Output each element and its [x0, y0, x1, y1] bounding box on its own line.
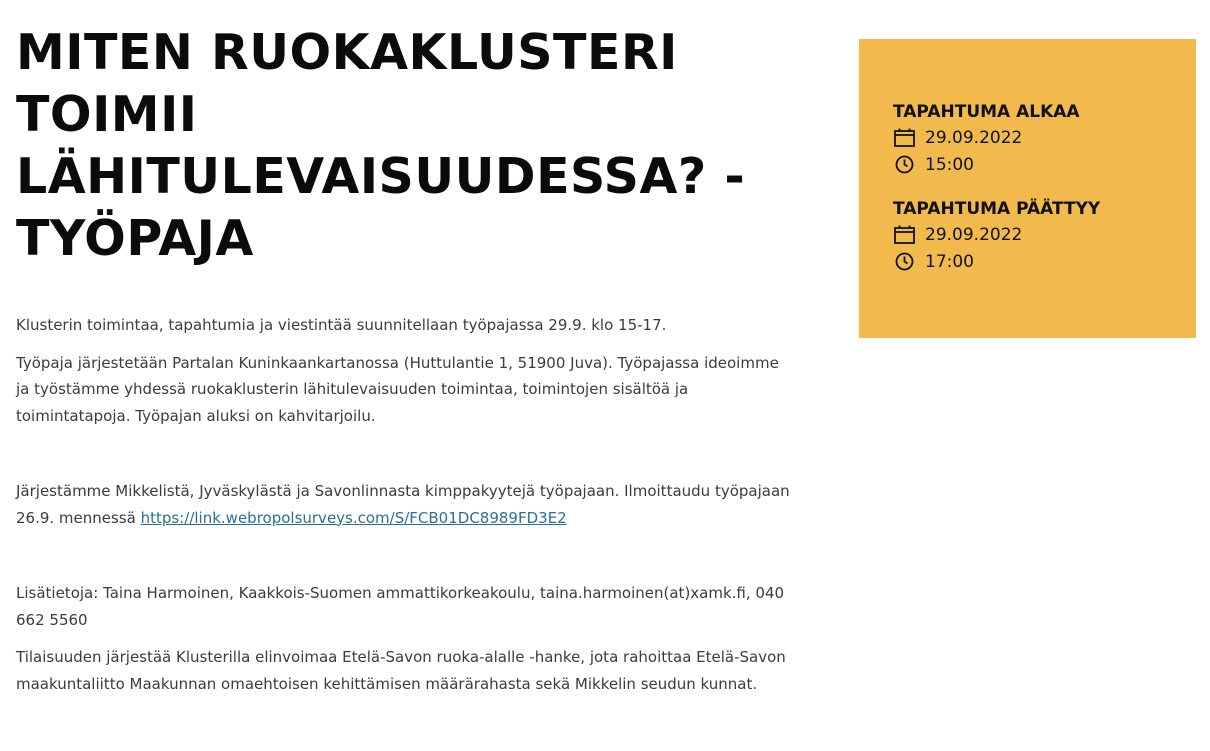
- article-body: [16, 312, 796, 708]
- title-line: LÄHITULEVAISUUDESSA? -: [16, 148, 746, 205]
- event-start-date: 29.09.2022: [925, 127, 1023, 148]
- event-end: [893, 197, 1100, 275]
- paragraph-location: Työpaja järjestetään Partalan Kuninkaankartanossa (Huttulantie 1, 51900 Juva). Työpajassa ideoimme ja työstämme yhdessä ruokaklusterin lähitulevaisuuden toimintaa, toimintojen sisältöä ja toimintatapoja. Työpajan aluksi on kahvitarjoilu.: [16, 353, 779, 425]
- paragraph-organizer: Tilaisuuden järjestää Klusterilla elinvoimaa Etelä-Savon ruoka-alalle -hanke, jota rahoittaa Etelä-Savon maakuntaliitto Maakunnan omaehtoisen kehittämisen määrärahasta sekä Mikkelin seudun kunnat.: [16, 648, 786, 693]
- registration-link[interactable]: https://link.webropolsurveys.com/S/FCB01DC8989FD3E2: [140, 508, 567, 527]
- clock-icon: [893, 155, 915, 175]
- event-end-time: 17:00: [925, 251, 974, 272]
- event-end-date-row: [893, 221, 1100, 248]
- event-end-time-row: [893, 248, 1100, 275]
- paragraph-contact: Lisätietoja: Taina Harmoinen, Kaakkois-Suomen ammattikorkeakoulu, taina.harmoinen(at)xamk.fi, 040 662 5560: [16, 584, 785, 629]
- event-start-date-row: [893, 124, 1080, 151]
- registration-text: Järjestämme Mikkelistä, Jyväskylästä ja Savonlinnasta kimppakyytejä työpajaan. Ilmoittaudu työpajaan 26.9. mennessä: [16, 482, 790, 527]
- paragraph-intro: Klusterin toimintaa, tapahtumia ja viestintää suunnitellaan työpajassa 29.9. klo 15-17.: [16, 316, 667, 334]
- event-start-heading: TAPAHTUMA ALKAA: [893, 102, 1080, 122]
- event-start-time: 15:00: [925, 154, 974, 175]
- title-line: MITEN RUOKAKLUSTERI: [16, 24, 678, 81]
- title-line: TYÖPAJA: [16, 210, 254, 267]
- title-line: TOIMII: [16, 86, 198, 143]
- calendar-icon: [893, 128, 915, 148]
- event-end-date: 29.09.2022: [925, 224, 1023, 245]
- event-end-heading: TAPAHTUMA PÄÄTTYY: [893, 199, 1101, 219]
- page-title: [16, 22, 816, 270]
- calendar-icon: [893, 225, 915, 245]
- paragraph-registration: [16, 478, 796, 531]
- event-start-time-row: [893, 151, 1080, 178]
- clock-icon: [893, 252, 915, 272]
- event-info-box: [859, 39, 1196, 338]
- event-start: [893, 100, 1080, 178]
